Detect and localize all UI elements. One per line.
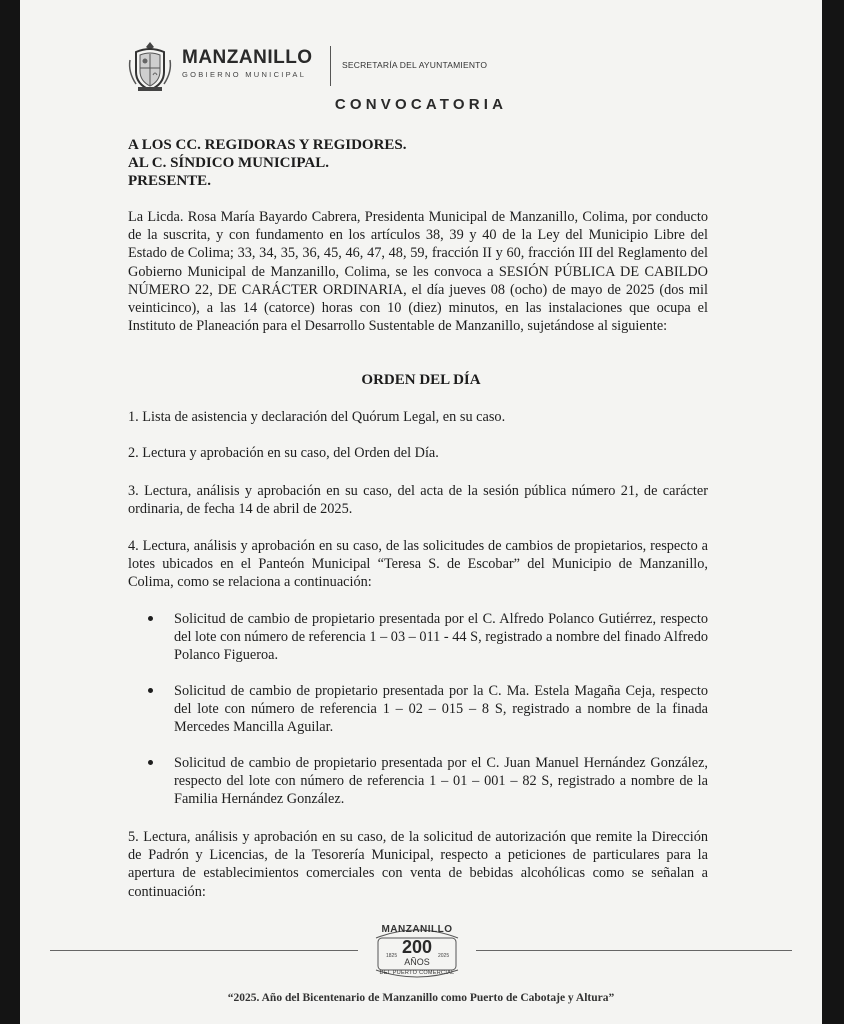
agenda-item-4: 4. Lectura, análisis y aprobación en su caso, de las solicitudes de cambios de propietarios, respecto a lotes ubicados en el Panteón Municipal “Teresa S. de Escobar” del Municipio de Manzanillo, Colima, como se relaciona a continuación: [128,538,708,591]
seal-anos: AÑOS [404,957,430,967]
document-page [20,0,822,1024]
seal-top-text: MANZANILLO [381,924,453,935]
header-divider [330,46,331,86]
bullet-text: Solicitud de cambio de propietario presentada por el C. Juan Manuel Hernández González, respecto del lote con número de referencia 1 – 01 – 001 – 82 S, registrado a nombre de la Familia Hernández González. [174,755,708,808]
seal-year-end: 2025 [438,953,450,959]
document-title: CONVOCATORIA [334,96,508,113]
bullet-text: Solicitud de cambio de propietario presentada por la C. Ma. Estela Magaña Ceja, respecto del lote con número de referencia 1 – 02 – 015 – 8 S, registrado a nombre de la finada Mercedes Mancilla Aguilar. [174,683,708,736]
agenda-item-1: 1. Lista de asistencia y declaración del Quórum Legal, en su caso. [128,409,506,425]
bicentennial-seal [358,924,476,986]
agenda-item-3: 3. Lectura, análisis y aprobación en su caso, del acta de la sesión pública número 21, de carácter ordinaria, de fecha 14 de abril de 2025. [128,483,708,518]
seal-bottom-text: DEL PUERTO COMERCIAL [379,970,455,976]
department-name: SECRETARÍA DEL AYUNTAMIENTO [342,60,488,70]
brand-subtitle: GOBIERNO MUNICIPAL [182,70,307,79]
footer-quote: “2025. Año del Bicentenario de Manzanillo como Puerto de Cabotaje y Altura” [227,992,615,1004]
bullet-text: Solicitud de cambio de propietario presentada por el C. Alfredo Polanco Gutiérrez, respecto del lote con número de referencia 1 – 03 – 011 - 44 S, registrado a nombre del finado Alfredo Polanco Figueroa. [174,611,708,664]
dark-frame-right [822,0,844,1024]
municipal-crest-icon [126,40,174,92]
agenda-item-5: 5. Lectura, análisis y aprobación en su caso, de la solicitud de autorización que remite la Dirección de Padrón y Licencias, de la Tesorería Municipal, respecto a peticiones de particulares para la apertura de establecimientos comerciales con venta de bebidas alcohólicas como se señalan a continuación: [128,829,708,900]
recipient-line: PRESENTE. [128,173,211,189]
recipient-line: A LOS CC. REGIDORAS Y REGIDORES. [128,137,407,153]
seal-year-start: 1825 [386,953,398,959]
brand-name: MANZANILLO [182,47,313,68]
recipients-block [128,136,407,190]
bullet-dot-icon [148,616,153,621]
bullet-dot-icon [148,760,153,765]
intro-paragraph: La Licda. Rosa María Bayardo Cabrera, Presidenta Municipal de Manzanillo, Colima, por conducto de la suscrita, y con fundamento en los artículos 38, 39 y 40 de la Ley del Municipio Libre del Estado de Colima; 33, 34, 35, 36, 45, 46, 47, 48, 59, fracción II y 60, fracción III del Reglamento del Gobierno Municipal de Manzanillo, Colima, se les convoca a SESIÓN PÚBLICA DE CABILDO NÚMERO 22, DE CARÁCTER ORDINARIA, el día jueves 08 (ocho) de mayo de 2025 (dos mil veinticinco), a las 14 (catorce) horas con 10 (diez) minutos, en las instalaciones que ocupa el Instituto de Planeación para el Desarrollo Sustentable de Manzanillo, sujetándose al siguiente: [128,209,708,335]
bullet-dot-icon [148,688,153,693]
agenda-item-4-bullet [148,754,708,809]
agenda-item-2: 2. Lectura y aprobación en su caso, del Orden del Día. [128,445,439,461]
agenda-title: ORDEN DEL DÍA [361,372,481,388]
recipient-line: AL C. SÍNDICO MUNICIPAL. [128,155,329,171]
agenda-item-4-bullet [148,682,708,737]
seal-number: 200 [401,937,433,957]
letterhead [126,40,626,92]
brand-block [182,48,313,79]
dark-frame-left [0,0,20,1024]
agenda-item-4-bullet [148,610,708,665]
